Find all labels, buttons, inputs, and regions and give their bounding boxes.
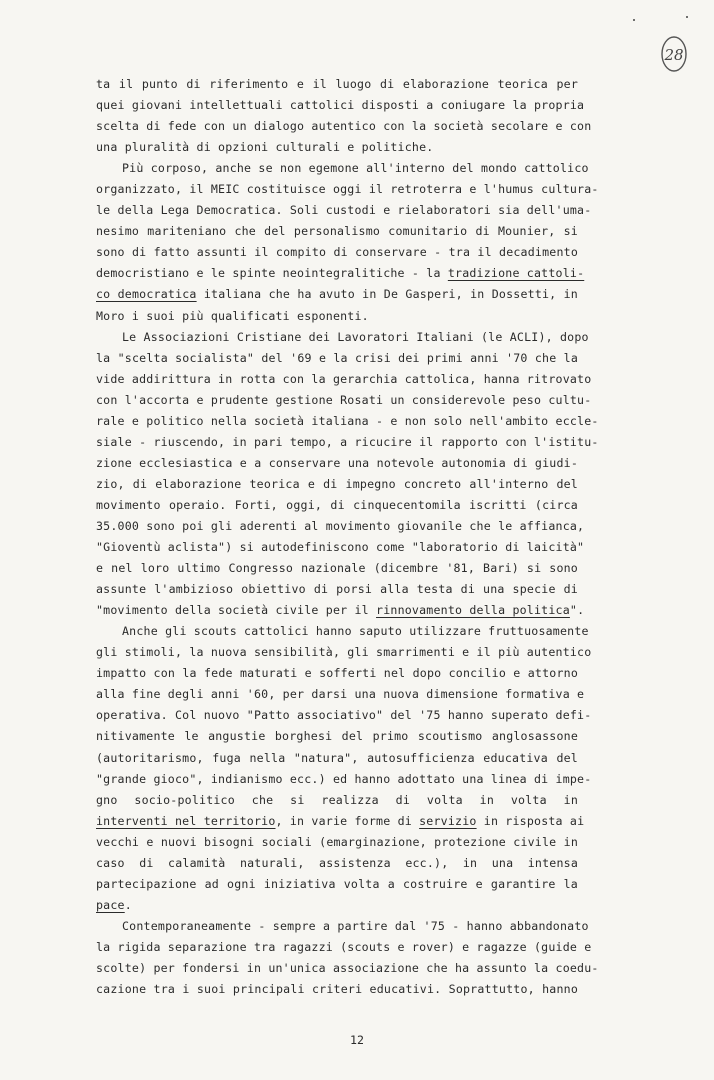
archive-stamp-number: 28: [664, 46, 684, 64]
text-segment: italiana che ha avuto in De Gasperi, in Dossetti, in: [196, 287, 578, 302]
text-line: [96, 306, 578, 327]
text-line: [96, 705, 592, 726]
text-segment: caso di calamità naturali, assistenza ecc.), in una intensa: [96, 855, 578, 870]
text-segment: gli stimoli, la nuova sensibilità, gli smarrimenti e il più autentico: [96, 645, 592, 660]
text-segment: "movimento della società civile per il: [96, 603, 377, 618]
text-segment: siale - riuscendo, in pari tempo, a ricucire il rapporto con l'istitu-: [96, 434, 599, 449]
text-line: [96, 684, 585, 705]
text-line: [96, 474, 578, 495]
underlined-phrase: pace: [96, 897, 125, 912]
text-line: [96, 453, 578, 474]
page-number: 12: [350, 1033, 364, 1047]
text-segment: 35.000 sono poi gli aderenti al movimento giovanile che le affianca,: [96, 518, 585, 533]
text-line: [96, 748, 578, 769]
text-line: [96, 853, 578, 874]
text-line: [96, 348, 578, 369]
text-segment: la "scelta socialista" del '69 e la crisi dei primi anni '70 che la: [96, 350, 578, 365]
text-segment: impatto con la fede maturati e sofferti nel dopo concilio e attorno: [96, 666, 578, 681]
text-line: [96, 263, 585, 284]
text-segment: operativa. Col nuovo "Patto associativo" del '75 hanno superato defi-: [96, 708, 592, 723]
text-segment: in risposta ai: [476, 813, 585, 828]
text-line: [96, 916, 589, 937]
text-line: [96, 390, 592, 411]
text-segment: quei giovani intellettuali cattolici disposti a coniugare la propria: [96, 98, 585, 113]
text-segment: nesimo mariteniano che del personalismo comunitario di Mounier, si: [96, 224, 578, 239]
text-segment: le della Lega Democratica. Soli custodi e rielaboratori sia dell'uma-: [96, 203, 592, 218]
text-segment: Più corposo, anche se non egemone all'interno del mondo cattolico: [122, 161, 589, 176]
text-segment: sono di fatto assunti il compito di conservare - tra il decadimento: [96, 245, 578, 260]
text-line: [96, 74, 578, 95]
text-segment: .: [124, 897, 132, 912]
text-segment: la rigida separazione tra ragazzi (scouts e rover) e ragazze (guide e: [96, 939, 592, 954]
text-segment: e nel loro ultimo Congresso nazionale (dicembre '81, Bari) si sono: [96, 561, 578, 576]
text-segment: Le Associazioni Cristiane dei Lavoratori Italiani (le ACLI), dopo: [122, 329, 589, 344]
text-line: [96, 832, 578, 853]
text-line: [96, 811, 585, 832]
underlined-phrase: interventi nel territorio: [96, 813, 276, 828]
text-line: [96, 495, 578, 516]
text-segment: movimento operaio. Forti, oggi, di cinquecentomila iscritti (circa: [96, 497, 578, 512]
text-line: [96, 516, 585, 537]
text-line: [96, 537, 585, 558]
text-segment: scelta di fede con un dialogo autentico con la società secolare e con: [96, 119, 592, 134]
text-segment: ta il punto di riferimento e il luogo di elaborazione teorica per: [96, 77, 578, 91]
text-segment: con l'accorta e prudente gestione Rosati un considerevole peso cultu-: [96, 392, 592, 407]
text-line: [96, 958, 599, 979]
text-segment: zio, di elaborazione teorica e di impegno concreto all'interno del: [96, 476, 578, 491]
text-segment: partecipazione ad ogni iniziativa volta a costruire e garantire la: [96, 876, 578, 891]
text-segment: alla fine degli anni '60, per darsi una nuova dimensione formativa e: [96, 687, 585, 702]
text-line: [96, 221, 578, 242]
underlined-phrase: rinnovamento della politica: [376, 603, 570, 618]
text-segment: Anche gli scouts cattolici hanno saputo utilizzare fruttuosamente: [122, 624, 589, 639]
text-line: [96, 200, 592, 221]
text-line: [96, 790, 578, 811]
body-text: [96, 74, 599, 1000]
text-segment: "grande gioco", indianismo ecc.) ed hanno adottato una linea di impe-: [96, 771, 592, 786]
text-line: [96, 158, 589, 179]
text-segment: scolte) per fondersi in un'unica associazione che ha assunto la coedu-: [96, 960, 599, 975]
text-line: [96, 663, 578, 684]
text-segment: organizzato, il MEIC costituisce oggi il retroterra e l'humus cultura-: [96, 182, 599, 197]
text-segment: cazione tra i suoi principali criteri educativi. Soprattutto, hanno: [96, 982, 578, 997]
text-segment: zione ecclesiastica e a conservare una notevole autonomia di giudi-: [96, 455, 578, 470]
text-line: [96, 137, 578, 158]
underlined-phrase: tradizione cattoli-: [447, 266, 585, 281]
scan-speck: [633, 19, 635, 21]
text-line: [96, 874, 578, 895]
text-segment: ".: [569, 603, 585, 618]
text-line: [96, 411, 599, 432]
text-line: [96, 284, 578, 305]
scan-speck: [686, 16, 688, 18]
text-line: [96, 327, 589, 348]
underlined-phrase: servizio: [419, 813, 477, 828]
text-segment: democristiano e le spinte neointegralitiche - la: [96, 266, 448, 281]
text-line: [96, 179, 599, 200]
archive-stamp-icon: [659, 34, 689, 74]
underlined-phrase: co democratica: [96, 287, 197, 302]
text-line: [96, 621, 589, 642]
text-line: [96, 600, 585, 621]
text-segment: gno socio-politico che si realizza di volta in volta in: [96, 792, 578, 807]
text-segment: rale e politico nella società italiana - e non solo nell'ambito eccle-: [96, 413, 599, 428]
text-line: [96, 895, 578, 916]
text-segment: una pluralità di opzioni culturali e politiche.: [96, 140, 434, 155]
text-line: [96, 579, 578, 600]
text-line: [96, 369, 592, 390]
text-segment: , in varie forme di: [275, 813, 420, 828]
text-segment: Contemporaneamente - sempre a partire dal '75 - hanno abbandonato: [122, 918, 589, 933]
text-segment: vecchi e nuovi bisogni sociali (emarginazione, protezione civile in: [96, 834, 578, 849]
text-segment: nitivamente le angustie borghesi del primo scoutismo anglosassone: [96, 729, 578, 744]
text-segment: Moro i suoi più qualificati esponenti.: [96, 308, 369, 323]
text-line: [96, 937, 592, 958]
text-segment: (autoritarismo, fuga nella "natura", autosufficienza educativa del: [96, 750, 578, 765]
text-segment: vide addirittura in rotta con la gerarchia cattolica, hanna ritrovato: [96, 371, 592, 386]
text-segment: "Gioventù aclista") si autodefiniscono come "laboratorio di laicità": [96, 540, 585, 555]
text-line: [96, 769, 592, 790]
text-line: [96, 979, 578, 1000]
text-line: [96, 642, 592, 663]
text-line: [96, 116, 592, 137]
text-line: [96, 432, 599, 453]
text-line: [96, 558, 578, 579]
text-segment: assunte l'ambizioso obiettivo di porsi alla testa di una specie di: [96, 582, 578, 597]
text-line: [96, 726, 578, 747]
text-line: [96, 95, 585, 116]
text-line: [96, 242, 578, 263]
